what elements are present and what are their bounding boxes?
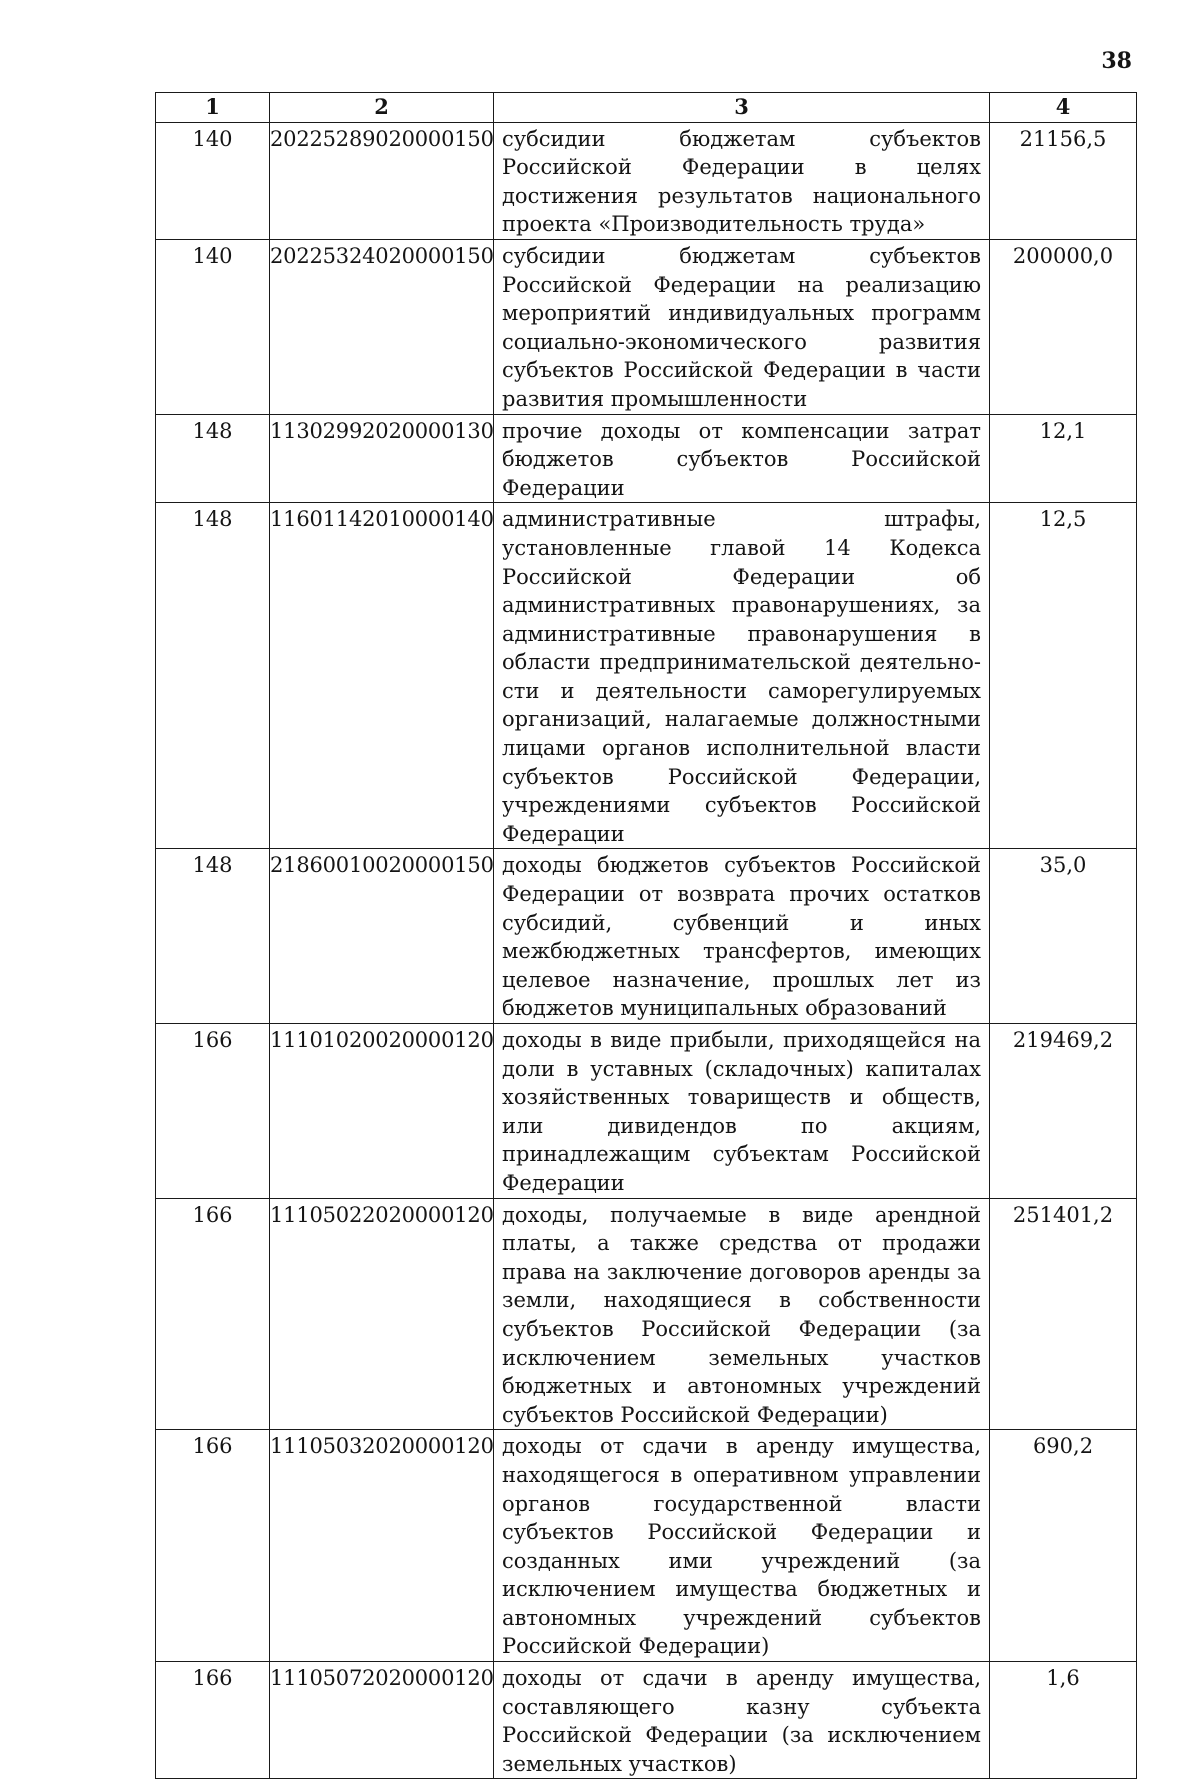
amount-cell: 251401,2 xyxy=(990,1198,1137,1430)
budget-code-cell: 11101020020000120 xyxy=(270,1024,494,1199)
description-cell: субсидии бюджетам субъектов Российской Федерации в целях достижения результатов национального проекта «Производительность труда» xyxy=(494,122,990,239)
table-row xyxy=(156,1024,1137,1199)
admin-code-cell: 148 xyxy=(156,414,270,503)
admin-code-cell: 166 xyxy=(156,1662,270,1779)
table-header-row xyxy=(156,93,1137,123)
admin-code-cell: 166 xyxy=(156,1024,270,1199)
amount-cell: 21156,5 xyxy=(990,122,1137,239)
budget-code-cell: 20225324020000150 xyxy=(270,239,494,414)
amount-cell: 35,0 xyxy=(990,849,1137,1024)
amount-cell: 690,2 xyxy=(990,1430,1137,1662)
budget-code-cell: 11105022020000120 xyxy=(270,1198,494,1430)
table-row xyxy=(156,239,1137,414)
budget-code-cell: 11105032020000120 xyxy=(270,1430,494,1662)
column-header-2: 2 xyxy=(270,93,494,123)
table-row xyxy=(156,1662,1137,1779)
admin-code-cell: 140 xyxy=(156,239,270,414)
table-row xyxy=(156,122,1137,239)
amount-cell: 1,6 xyxy=(990,1662,1137,1779)
table-row xyxy=(156,1198,1137,1430)
description-cell: субсидии бюджетам субъектов Российской Федерации на реализацию мероприятий индивидуальных программ социально-экономического развития субъектов Российской Федерации в части развития промышленности xyxy=(494,239,990,414)
column-header-3: 3 xyxy=(494,93,990,123)
description-cell: прочие доходы от компенсации затрат бюджетов субъектов Российской Федерации xyxy=(494,414,990,503)
description-cell: административные штрафы, установленные главой 14 Кодекса Российской Федерации об административных правонарушениях, за административные правонарушения в области предпринимательской деятельности и деятельности саморегулируемых организаций, налагаемые должностными лицами органов исполнительной власти субъектов Российской Федерации, учреждениями субъектов Российской Федерации xyxy=(494,503,990,849)
budget-code-cell: 11302992020000130 xyxy=(270,414,494,503)
table-row xyxy=(156,414,1137,503)
budget-code-cell: 20225289020000150 xyxy=(270,122,494,239)
table-row xyxy=(156,849,1137,1024)
column-header-4: 4 xyxy=(990,93,1137,123)
amount-cell: 12,1 xyxy=(990,414,1137,503)
budget-code-cell: 11105072020000120 xyxy=(270,1662,494,1779)
description-cell: доходы бюджетов субъектов Российской Федерации от возврата прочих остатков субсидий, субвенций и иных межбюджетных трансфертов, имеющих целевое назначение, прошлых лет из бюджетов муниципальных образований xyxy=(494,849,990,1024)
amount-cell: 219469,2 xyxy=(990,1024,1137,1199)
description-cell: доходы от сдачи в аренду имущества, находящегося в оперативном управлении органов государственной власти субъектов Российской Федерации и созданных ими учреждений (за исключением имущества бюджетных и автономных учреждений субъектов Российской Федерации) xyxy=(494,1430,990,1662)
budget-code-cell: 11601142010000140 xyxy=(270,503,494,849)
column-header-1: 1 xyxy=(156,93,270,123)
description-cell: доходы от сдачи в аренду имущества, составляющего казну субъекта Российской Федерации (за исключением земельных участков) xyxy=(494,1662,990,1779)
budget-code-cell: 21860010020000150 xyxy=(270,849,494,1024)
table-row xyxy=(156,503,1137,849)
admin-code-cell: 148 xyxy=(156,503,270,849)
description-cell: доходы в виде прибыли, приходящейся на доли в уставных (складочных) капиталах хозяйственных товариществ и обществ, или дивидендов по акциям, принадлежащим субъектам Российской Федерации xyxy=(494,1024,990,1199)
page-number: 38 xyxy=(1101,48,1132,74)
admin-code-cell: 166 xyxy=(156,1198,270,1430)
revenue-table xyxy=(155,92,1137,1779)
admin-code-cell: 140 xyxy=(156,122,270,239)
amount-cell: 200000,0 xyxy=(990,239,1137,414)
description-cell: доходы, получаемые в виде арендной платы, а также средства от продажи права на заключение договоров аренды за земли, находящиеся в собственности субъектов Российской Федерации (за исключением земельных участков бюджетных и автономных учреждений субъектов Российской Федерации) xyxy=(494,1198,990,1430)
amount-cell: 12,5 xyxy=(990,503,1137,849)
admin-code-cell: 148 xyxy=(156,849,270,1024)
table-row xyxy=(156,1430,1137,1662)
admin-code-cell: 166 xyxy=(156,1430,270,1662)
